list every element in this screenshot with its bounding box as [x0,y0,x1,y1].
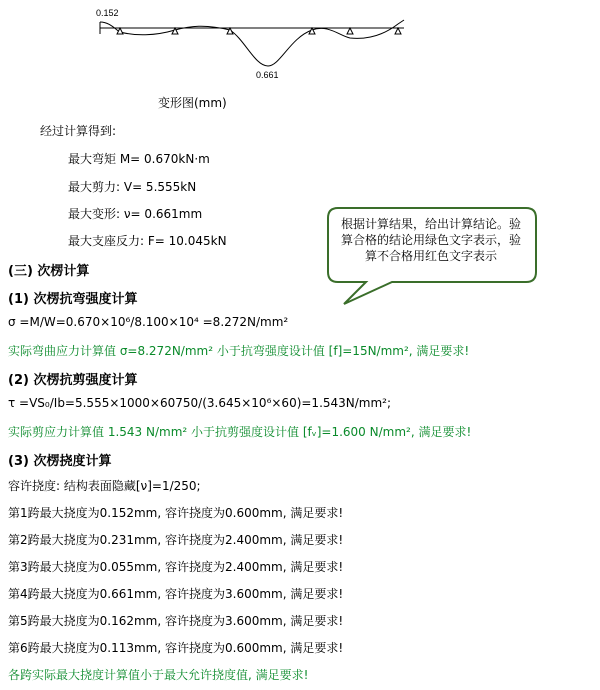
callout-text: 根据计算结果，给出计算结论。验算合格的结论用绿色文字表示，验算不合格用红色文字表示 [340,217,521,263]
section-title: (三) 次楞计算 [8,264,90,279]
shear-formula: τ =VS₀/Ib=5.555×1000×60750/(3.645×10⁶×60)=1.543N/mm²; [8,396,392,410]
span-result: 第3跨最大挠度为0.055mm, 容许挠度为2.400mm, 满足要求! [8,560,344,574]
deflection-diagram [80,0,420,110]
span-result: 第5跨最大挠度为0.162mm, 容许挠度为3.600mm, 满足要求! [8,614,344,628]
shear-conclusion: 实际剪应力计算值 1.543 N/mm² 小于抗剪强度设计值 [fᵥ]=1.600 N/mm², 满足要求! [8,425,472,439]
max-deflection: 最大变形: ν= 0.661mm [68,207,203,221]
span-result: 第6跨最大挠度为0.113mm, 容许挠度为0.600mm, 满足要求! [8,641,344,655]
support-6 [395,28,401,34]
label-peak-value: 0.661 [256,70,279,80]
deflection-conclusion: 各跨实际最大挠度计算值小于最大允许挠度值, 满足要求! [8,668,309,682]
allowable-deflection: 容许挠度: 结构表面隐藏[ν]=1/250; [8,479,201,493]
deflection-title: (3) 次楞挠度计算 [8,454,112,469]
diagram-caption: 变形图(mm) [158,96,227,110]
span-result: 第1跨最大挠度为0.152mm, 容许挠度为0.600mm, 满足要求! [8,506,344,520]
bending-title: (1) 次楞抗弯强度计算 [8,292,138,307]
results-intro: 经过计算得到: [40,124,117,138]
max-reaction: 最大支座反力: F= 10.045kN [68,234,227,248]
deflection-curve [100,20,404,66]
shear-title: (2) 次楞抗剪强度计算 [8,373,138,388]
max-shear: 最大剪力: V= 5.555kN [68,180,197,194]
support-5 [347,28,353,34]
bending-conclusion: 实际弯曲应力计算值 σ=8.272N/mm² 小于抗弯强度设计值 [f]=15N/mm², 满足要求! [8,344,470,358]
label-start-value: 0.152 [96,8,119,18]
span-result: 第2跨最大挠度为0.231mm, 容许挠度为2.400mm, 满足要求! [8,533,344,547]
span-result: 第4跨最大挠度为0.661mm, 容许挠度为3.600mm, 满足要求! [8,587,344,601]
max-moment: 最大弯矩 M= 0.670kN·m [68,152,210,166]
bending-formula: σ =M/W=0.670×10⁶/8.100×10⁴ =8.272N/mm² [8,315,289,329]
